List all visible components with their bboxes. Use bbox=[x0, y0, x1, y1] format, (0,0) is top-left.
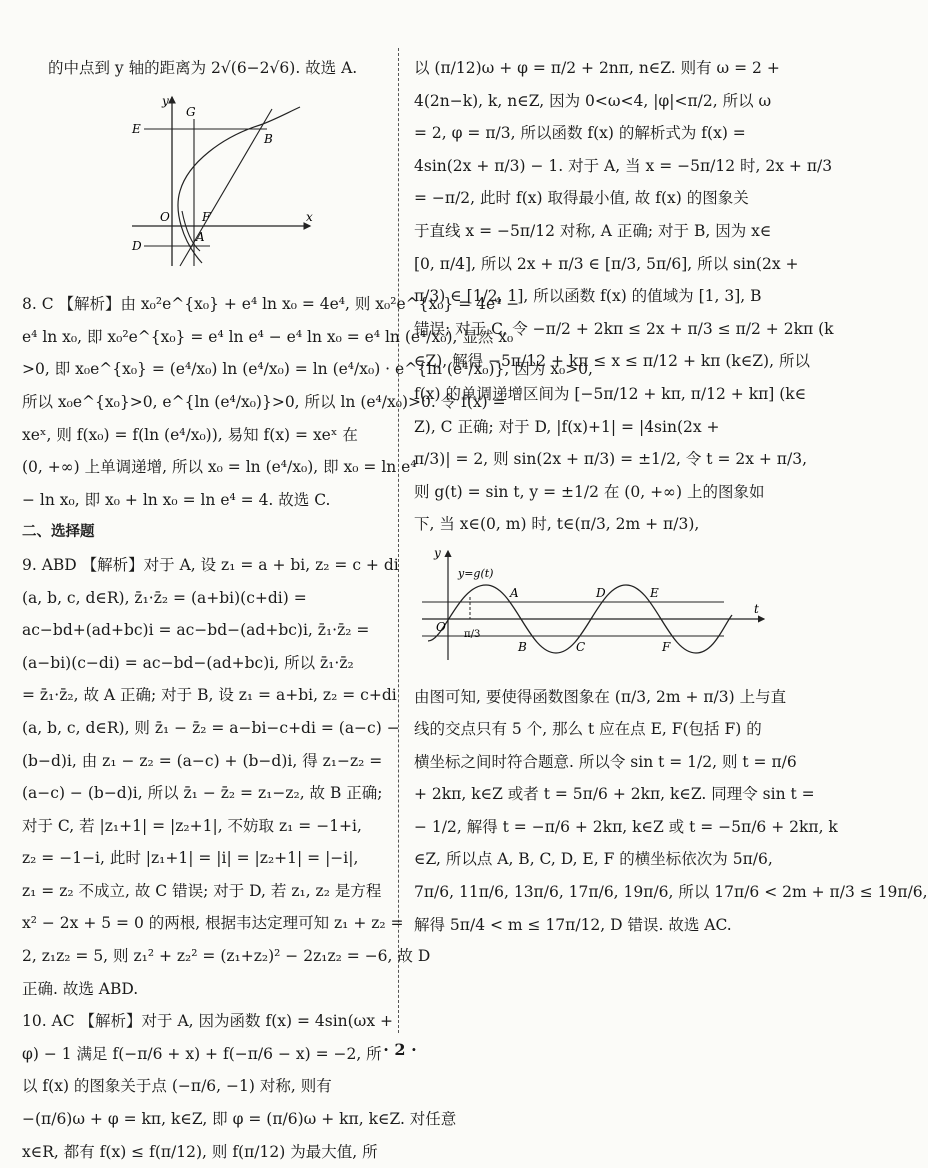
q8-line: 所以 x₀e^{x₀}>0, e^{ln (e⁴/x₀)}>0, 所以 ln (e⁴/x₀)>0. 令 f(x) = bbox=[22, 392, 506, 411]
q10-line: x∈R, 都有 f(x) ≤ f(π/12), 则 f(π/12) 为最大值, 所 bbox=[22, 1142, 378, 1161]
q9-line: 对于 C, 若 |z₁+1| = |z₂+1|, 不妨取 z₁ = −1+i, bbox=[22, 816, 362, 835]
column-divider bbox=[398, 48, 399, 1033]
label-B: B bbox=[264, 131, 273, 146]
label-y: y bbox=[162, 93, 169, 108]
q10-right-line: = −π/2, 此时 f(x) 取得最小值, 故 f(x) 的图象关 bbox=[414, 189, 749, 208]
q10-conclusion-line: 7π/6, 11π/6, 13π/6, 17π/6, 19π/6, 所以 17π/6 < 2m + π/3 ≤ 19π/6, bbox=[414, 883, 928, 902]
q10-right-line: Z), C 正确; 对于 D, |f(x)+1| = |4sin(2x + bbox=[414, 417, 720, 436]
q8-line: − ln x₀, 即 x₀ + ln x₀ = ln e⁴ = 4. 故选 C. bbox=[22, 490, 331, 509]
q10-right-line: 下, 当 x∈(0, m) 时, t∈(π/3, 2m + π/3), bbox=[414, 515, 700, 534]
q9-line: ac−bd+(ad+bc)i = ac−bd−(ad+bc)i, z̄₁·z̄₂ = bbox=[22, 621, 370, 640]
q9-line: x² − 2x + 5 = 0 的两根, 根据韦达定理可知 z₁ + z₂ = bbox=[22, 914, 404, 933]
label-B: B bbox=[518, 639, 527, 654]
q10-right-line: π/3)| = 2, 则 sin(2x + π/3) = ±1/2, 令 t = 2x + π/3, bbox=[414, 450, 807, 469]
q9-line: (a, b, c, d∈R), 则 z̄₁ − z̄₂ = a−bi−c+di = (a−c) − bbox=[22, 718, 400, 737]
page-number: · 2 · bbox=[383, 1040, 417, 1059]
q10-line: −(π/6)ω + φ = kπ, k∈Z, 即 φ = (π/6)ω + kπ, k∈Z. 对任意 bbox=[22, 1110, 457, 1129]
label-y-eq-g: y=g(t) bbox=[458, 566, 494, 580]
q10-conclusion-line: + 2kπ, k∈Z 或者 t = 5π/6 + 2kπ, k∈Z. 同理令 sin t = bbox=[414, 785, 815, 804]
right-column bbox=[414, 52, 928, 941]
q10-conclusion-line: 线的交点只有 5 个, 那么 t 应在点 E, F(包括 F) 的 bbox=[414, 720, 762, 739]
label-E: E bbox=[132, 121, 141, 136]
q8-line: 8. C 【解析】由 x₀²e^{x₀} + e⁴ ln x₀ = 4e⁴, 则 x₀²e^{x₀} = 4e⁴ − bbox=[22, 295, 520, 314]
q8-line: xeˣ, 则 f(x₀) = f(ln (e⁴/x₀)), 易知 f(x) = xeˣ 在 bbox=[22, 425, 358, 444]
label-D: D bbox=[132, 238, 142, 253]
q9-line: = z̄₁·z̄₂, 故 A 正确; 对于 B, 设 z₁ = a+bi, z₂ = c+di bbox=[22, 686, 397, 705]
label-F: F bbox=[662, 639, 671, 654]
q10-conclusion-line: 横坐标之间时符合题意. 所以令 sin t = 1/2, 则 t = π/6 bbox=[414, 752, 797, 771]
q10-right-line: [0, π/4], 所以 2x + π/3 ∈ [π/3, 5π/6], 所以 sin(2x + bbox=[414, 254, 799, 273]
q10-line: 以 f(x) 的图象关于点 (−π/6, −1) 对称, 则有 bbox=[22, 1077, 332, 1096]
q10-conclusion-line: 解得 5π/4 < m ≤ 17π/12, D 错误. 故选 AC. bbox=[414, 915, 732, 934]
q9-line: 2, z₁z₂ = 5, 则 z₁² + z₂² = (z₁+z₂)² − 2z₁z₂ = −6, 故 D bbox=[22, 947, 431, 966]
label-G: G bbox=[186, 104, 196, 119]
q10-right-line: 于直线 x = −5π/12 对称, A 正确; 对于 B, 因为 x∈ bbox=[414, 221, 772, 240]
q9-line: z₂ = −1−i, 此时 |z₁+1| = |i| = |z₂+1| = |−i|, bbox=[22, 849, 359, 868]
figure-2-sine-graph bbox=[414, 545, 774, 665]
q10-right-line: 4sin(2x + π/3) − 1. 对于 A, 当 x = −5π/12 时, 2x + π/3 bbox=[414, 156, 833, 175]
q9-line: 正确. 故选 ABD. bbox=[22, 979, 139, 998]
intro-line: 的中点到 y 轴的距离为 2√(6−2√6). 故选 A. bbox=[48, 59, 358, 77]
label-O: O bbox=[436, 619, 446, 634]
q10-conclusion-line: 由图可知, 要使得函数图象在 (π/3, 2m + π/3) 上与直 bbox=[414, 687, 787, 706]
q10-right-line: π/3) ∈ [1/2, 1], 所以函数 f(x) 的值域为 [1, 3], B bbox=[414, 287, 762, 306]
q9-line: (a, b, c, d∈R), z̄₁·z̄₂ = (a+bi)(c+di) = bbox=[22, 588, 307, 607]
q9-line: (b−d)i, 由 z₁ − z₂ = (a−c) + (b−d)i, 得 z₁−z₂ = bbox=[22, 751, 383, 770]
label-y: y bbox=[434, 545, 441, 560]
q10-right-line: = 2, φ = π/3, 所以函数 f(x) 的解析式为 f(x) = bbox=[414, 124, 746, 143]
q8-line: e⁴ ln x₀, 即 x₀²e^{x₀} = e⁴ ln e⁴ − e⁴ ln x₀ = e⁴ ln (e⁴/x₀), 显然 x₀ bbox=[22, 327, 514, 346]
label-C: C bbox=[576, 639, 586, 654]
label-A: A bbox=[510, 585, 519, 600]
q10-conclusion-line: − 1/2, 解得 t = −π/6 + 2kπ, k∈Z 或 t = −5π/6 + 2kπ, k bbox=[414, 817, 838, 836]
q8-line: >0, 即 x₀e^{x₀} = (e⁴/x₀) ln (e⁴/x₀) = ln (e⁴/x₀) · e^{ln (e⁴/x₀)}, 因为 x₀>0, bbox=[22, 360, 593, 379]
q10-right-line: 4(2n−k), k, n∈Z, 因为 0<ω<4, |φ|<π/2, 所以 ω bbox=[414, 91, 772, 110]
label-O: O bbox=[160, 209, 170, 224]
q10-line: φ) − 1 满足 f(−π/6 + x) + f(−π/6 − x) = −2, 所 bbox=[22, 1044, 382, 1063]
q10-conclusion-line: ∈Z, 所以点 A, B, C, D, E, F 的横坐标依次为 5π/6, bbox=[414, 850, 773, 869]
q9-line: z₁ = z₂ 不成立, 故 C 错误; 对于 D, 若 z₁, z₂ 是方程 bbox=[22, 881, 382, 900]
label-E: E bbox=[650, 585, 659, 600]
q8-line: (0, +∞) 上单调递增, 所以 x₀ = ln (e⁴/x₀), 即 x₀ = ln e⁴ bbox=[22, 458, 417, 477]
label-D: D bbox=[596, 585, 606, 600]
q9-line: (a−c) − (b−d)i, 所以 z̄₁ − z̄₂ = z₁−z₂, 故 B 正确; bbox=[22, 784, 383, 803]
label-A: A bbox=[196, 229, 205, 244]
q10-right-line: 错误; 对于 C, 令 −π/2 + 2kπ ≤ 2x + π/3 ≤ π/2 + 2kπ (k bbox=[414, 319, 834, 338]
q10-right-line: 则 g(t) = sin t, y = ±1/2 在 (0, +∞) 上的图象如 bbox=[414, 482, 765, 501]
label-x: x bbox=[306, 209, 313, 224]
label-pi-over-3: π/3 bbox=[464, 628, 481, 640]
q9-line: 9. ABD 【解析】对于 A, 设 z₁ = a + bi, z₂ = c + di bbox=[22, 555, 399, 574]
q10-right-line: ∈Z), 解得 −5π/12 + kπ ≤ x ≤ π/12 + kπ (k∈Z), 所以 bbox=[414, 352, 810, 371]
figure-1-parabola-graph bbox=[122, 91, 322, 271]
q10-line: 10. AC 【解析】对于 A, 因为函数 f(x) = 4sin(ωx + bbox=[22, 1012, 393, 1031]
label-t: t bbox=[754, 601, 759, 616]
q10-right-line: f(x) 的单调递增区间为 [−5π/12 + kπ, π/12 + kπ] (k∈ bbox=[414, 384, 807, 403]
q9-line: (a−bi)(c−di) = ac−bd−(ad+bc)i, 所以 z̄₁·z̄₂ bbox=[22, 653, 354, 672]
section-heading: 二、选择题 bbox=[22, 524, 95, 541]
label-F: F bbox=[202, 209, 211, 224]
q10-right-line: 以 (π/12)ω + φ = π/2 + 2nπ, n∈Z. 则有 ω = 2 + bbox=[414, 59, 780, 77]
